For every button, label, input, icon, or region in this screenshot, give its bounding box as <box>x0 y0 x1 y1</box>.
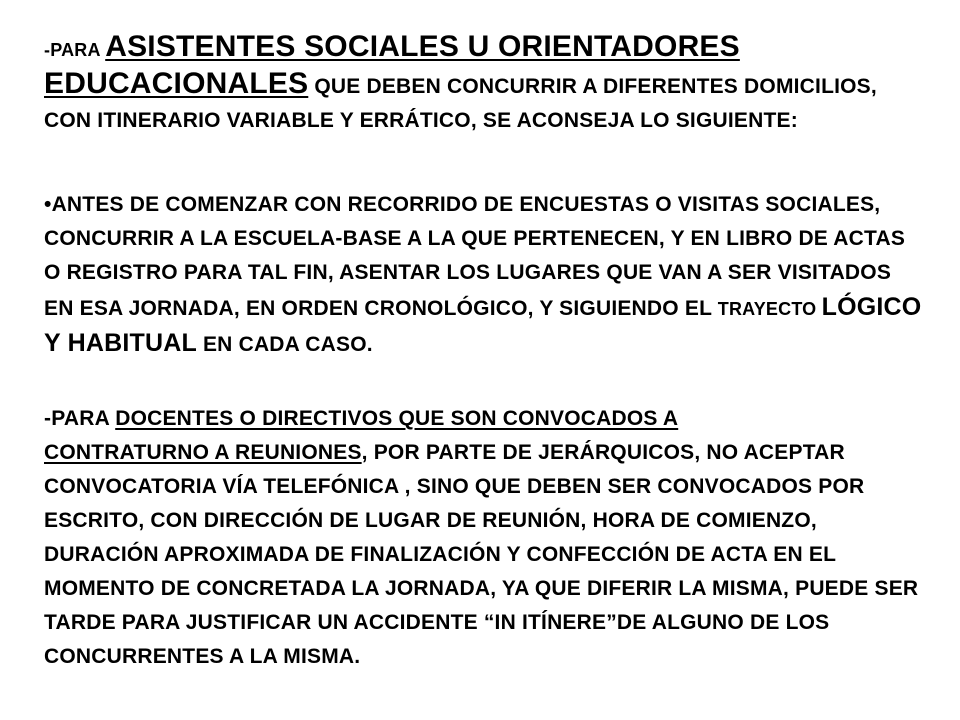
paragraph-bullet-visits <box>44 188 924 362</box>
underlined-subject-line2: CONTRATURNO A REUNIONES <box>44 441 362 464</box>
paragraph-body: QUE DEBEN CONCURRIR A DIFERENTES DOMICILIOS, CON ITINERARIO VARIABLE Y ERRÁTICO, SE ACONSEJA LO SIGUIENTE: <box>44 75 877 132</box>
trayecto-word: TRAYECTO <box>717 299 822 319</box>
paragraph-end: EN CADA CASO. <box>196 333 373 356</box>
para-prefix: -PARA <box>44 407 116 430</box>
paragraph-body: , POR PARTE DE JERÁRQUICOS, NO ACEPTAR CONVOCATORIA VÍA TELEFÓNICA , SINO QUE DEBEN SER CONVOCADOS POR ESCRITO, CON DIRECCIÓN DE LUGAR DE REUNIÓN, HORA DE COMIENZO, DURACIÓN APROXIMADA DE FINALIZACIÓN Y CONFECCIÓN DE ACTA EN EL MOMENTO DE CONCRETADA LA JORNADA, YA QUE DIFERIR LA MISMA, PUEDE SER TARDE PARA JUSTIFICAR UN ACCIDENTE “IN ITÍNERE”DE ALGUNO DE LOS CONCURRENTES A LA MISMA. <box>44 441 919 668</box>
paragraph-teachers <box>44 402 924 674</box>
emphasis-text: LÓGICO Y HABITUAL <box>44 293 922 357</box>
paragraph-body: ANTES DE COMENZAR CON RECORRIDO DE ENCUESTAS O VISITAS SOCIALES, CONCURRIR A LA ESCUELA-BASE A LA QUE PERTENECEN, Y EN LIBRO DE ACTAS O REGISTRO PARA TAL FIN, ASENTAR LOS LUGARES QUE VAN A SER VISITADOS EN ESA JORNADA, EN ORDEN CRONOLÓGICO, Y SIGUIENDO EL <box>44 193 906 320</box>
paragraph-social-workers <box>44 30 924 138</box>
underlined-heading-line1: ASISTENTES SOCIALES U ORIENTADORES <box>105 30 740 63</box>
para-prefix: -PARA <box>44 40 106 60</box>
bullet-icon: • <box>44 193 52 216</box>
underlined-heading-line2: EDUCACIONALES <box>44 67 309 100</box>
underlined-subject-line1: DOCENTES O DIRECTIVOS QUE SON CONVOCADOS A <box>115 407 679 430</box>
